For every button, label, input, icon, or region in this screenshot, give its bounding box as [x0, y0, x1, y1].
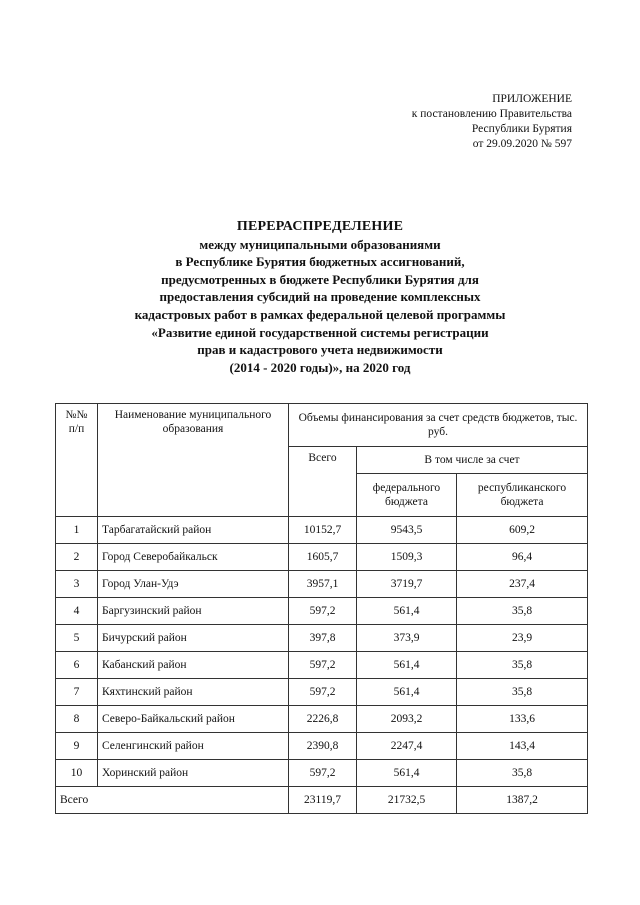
cell-total: 2390,8 — [289, 733, 357, 760]
appendix-line: к постановлению Правительства — [411, 108, 572, 120]
cell-federal: 561,4 — [357, 652, 457, 679]
cell-republic: 35,8 — [457, 652, 588, 679]
cell-republic: 133,6 — [457, 706, 588, 733]
cell-total: 597,2 — [289, 679, 357, 706]
cell-total: 3957,1 — [289, 571, 357, 598]
header-funding: Объемы финансирования за счет средств бюджетов, тыс. руб. — [289, 404, 588, 447]
table-header-row — [56, 404, 588, 447]
cell-num: 2 — [56, 544, 98, 571]
table-row — [56, 517, 588, 544]
table-row — [56, 598, 588, 625]
cell-total: 397,8 — [289, 625, 357, 652]
title-line: (2014 - 2020 годы)», на 2020 год — [229, 359, 411, 375]
appendix-line: Республики Бурятия — [471, 123, 572, 135]
cell-name: Баргузинский район — [98, 598, 289, 625]
table-row — [56, 706, 588, 733]
document-title — [0, 218, 640, 376]
title-line: кадастровых работ в рамках федеральной целевой программы — [134, 306, 506, 322]
cell-republic: 35,8 — [457, 598, 588, 625]
header-num: №№ п/п — [56, 404, 98, 517]
cell-num: 10 — [56, 760, 98, 787]
cell-num: 1 — [56, 517, 98, 544]
cell-name: Хоринский район — [98, 760, 289, 787]
cell-total: 10152,7 — [289, 517, 357, 544]
table-row — [56, 760, 588, 787]
cell-republic: 35,8 — [457, 760, 588, 787]
cell-total: 1605,7 — [289, 544, 357, 571]
cell-name: Город Северобайкальск — [98, 544, 289, 571]
title-line: между муниципальными образованиями — [199, 236, 441, 252]
table-row — [56, 625, 588, 652]
cell-name: Тарбагатайский район — [98, 517, 289, 544]
cell-federal: 3719,7 — [357, 571, 457, 598]
cell-name: Кяхтинский район — [98, 679, 289, 706]
header-name: Наименование муниципального образования — [98, 404, 289, 517]
cell-republic: 237,4 — [457, 571, 588, 598]
cell-federal: 561,4 — [357, 679, 457, 706]
appendix-title: ПРИЛОЖЕНИЕ — [492, 93, 572, 105]
appendix-date: от 29.09.2020 № 597 — [472, 138, 572, 150]
cell-republic: 143,4 — [457, 733, 588, 760]
funding-table — [55, 403, 588, 814]
table-total-row — [56, 787, 588, 814]
cell-total: 597,2 — [289, 760, 357, 787]
cell-num: 7 — [56, 679, 98, 706]
cell-federal: 561,4 — [357, 598, 457, 625]
cell-name: Бичурский район — [98, 625, 289, 652]
cell-federal: 1509,3 — [357, 544, 457, 571]
table-row — [56, 733, 588, 760]
cell-republic: 35,8 — [457, 679, 588, 706]
header-republic: республиканского бюджета — [457, 474, 588, 517]
total-republic: 1387,2 — [457, 787, 588, 814]
cell-name: Кабанский район — [98, 652, 289, 679]
cell-name: Селенгинский район — [98, 733, 289, 760]
cell-num: 4 — [56, 598, 98, 625]
title-line: предусмотренных в бюджете Республики Бурятия для — [161, 271, 479, 287]
cell-num: 8 — [56, 706, 98, 733]
title-line: предоставления субсидий на проведение комплексных — [159, 289, 481, 305]
total-sum: 23119,7 — [289, 787, 357, 814]
cell-total: 597,2 — [289, 598, 357, 625]
cell-name: Город Улан-Удэ — [98, 571, 289, 598]
cell-republic: 96,4 — [457, 544, 588, 571]
title-line: в Республике Бурятия бюджетных ассигнований, — [175, 254, 465, 270]
table-row — [56, 652, 588, 679]
appendix-block — [412, 92, 572, 152]
cell-federal: 2247,4 — [357, 733, 457, 760]
header-total: Всего — [289, 447, 357, 517]
table-row — [56, 544, 588, 571]
cell-republic: 609,2 — [457, 517, 588, 544]
cell-total: 597,2 — [289, 652, 357, 679]
cell-name: Северо-Байкальский район — [98, 706, 289, 733]
title-line: прав и кадастрового учета недвижимости — [197, 342, 443, 358]
title-line: «Развитие единой государственной системы регистрации — [151, 324, 489, 340]
cell-num: 3 — [56, 571, 98, 598]
cell-federal: 9543,5 — [357, 517, 457, 544]
cell-republic: 23,9 — [457, 625, 588, 652]
total-federal: 21732,5 — [357, 787, 457, 814]
cell-num: 5 — [56, 625, 98, 652]
cell-federal: 373,9 — [357, 625, 457, 652]
table-row — [56, 679, 588, 706]
header-federal: федерального бюджета — [357, 474, 457, 517]
title-heading: ПЕРЕРАСПРЕДЕЛЕНИЕ — [236, 219, 404, 234]
cell-federal: 561,4 — [357, 760, 457, 787]
cell-total: 2226,8 — [289, 706, 357, 733]
table-row — [56, 571, 588, 598]
cell-num: 6 — [56, 652, 98, 679]
cell-num: 9 — [56, 733, 98, 760]
header-including: В том числе за счет — [357, 447, 588, 474]
total-label: Всего — [56, 787, 289, 814]
cell-federal: 2093,2 — [357, 706, 457, 733]
